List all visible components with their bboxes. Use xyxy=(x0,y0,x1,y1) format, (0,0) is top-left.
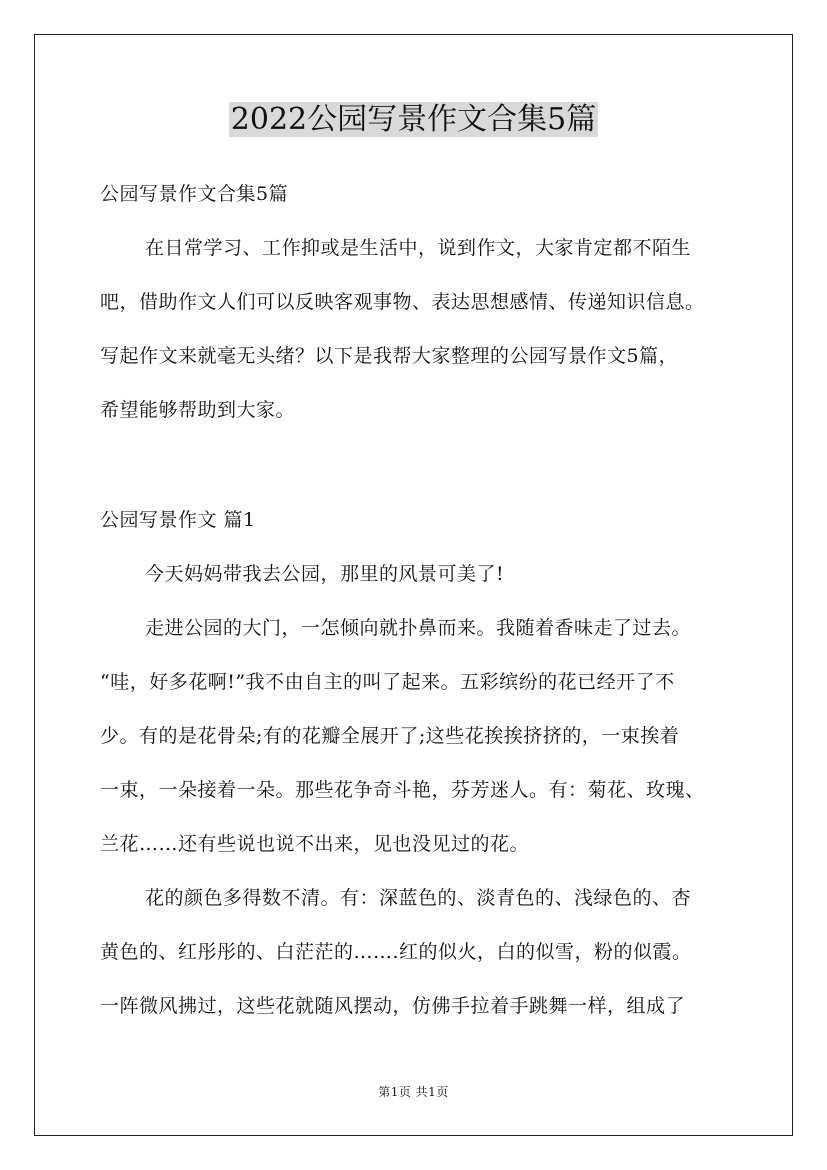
paragraph-2-line-3: 少。有的是花骨朵;有的花瓣全展开了;这些花挨挨挤挤的，一束挨着 xyxy=(100,725,680,747)
document-title-text: 2022公园写景作文合集5篇 xyxy=(230,102,597,137)
paragraph-2-line-2: “哇，好多花啊!”我不由自主的叫了起来。五彩缤纷的花已经开了不 xyxy=(100,671,675,693)
paragraph-3-line-2: 黄色的、红彤彤的、白茫茫的…….红的似火，白的似雪，粉的似霞。 xyxy=(100,941,692,963)
document-subtitle: 公园写景作文合集5篇 xyxy=(100,183,289,205)
intro-line-2: 吧，借助作文人们可以反映客观事物、表达思想感情、传递知识信息。 xyxy=(100,291,705,313)
page-footer: 第1页 共1页 xyxy=(378,1085,449,1099)
paragraph-3-line-3: 一阵微风拂过，这些花就随风摆动，仿佛手拉着手跳舞一样，组成了 xyxy=(100,995,686,1017)
paragraph-2-line-4: 一束，一朵接着一朵。那些花争奇斗艳，芬芳迷人。有：菊花、玫瑰、 xyxy=(100,779,705,801)
paragraph-1-line-1: 今天妈妈带我去公园，那里的风景可美了! xyxy=(145,563,505,585)
document-title xyxy=(0,98,827,142)
intro-line-4: 希望能够帮助到大家。 xyxy=(100,399,296,421)
intro-line-1: 在日常学习、工作抑或是生活中，说到作文，大家肯定都不陌生 xyxy=(145,237,692,259)
paragraph-2-line-5: 兰花……还有些说也说不出来，见也没见过的花。 xyxy=(100,833,530,855)
paragraph-3-line-1: 花的颜色多得数不清。有：深蓝色的、淡青色的、浅绿色的、杏 xyxy=(145,887,692,909)
intro-line-3: 写起作文来就毫无头绪？以下是我帮大家整理的公园写景作文5篇， xyxy=(100,345,679,367)
section-heading: 公园写景作文 篇1 xyxy=(100,509,256,531)
paragraph-2-line-1: 走进公园的大门，一怎倾向就扑鼻而来。我随着香味走了过去。 xyxy=(145,617,692,639)
